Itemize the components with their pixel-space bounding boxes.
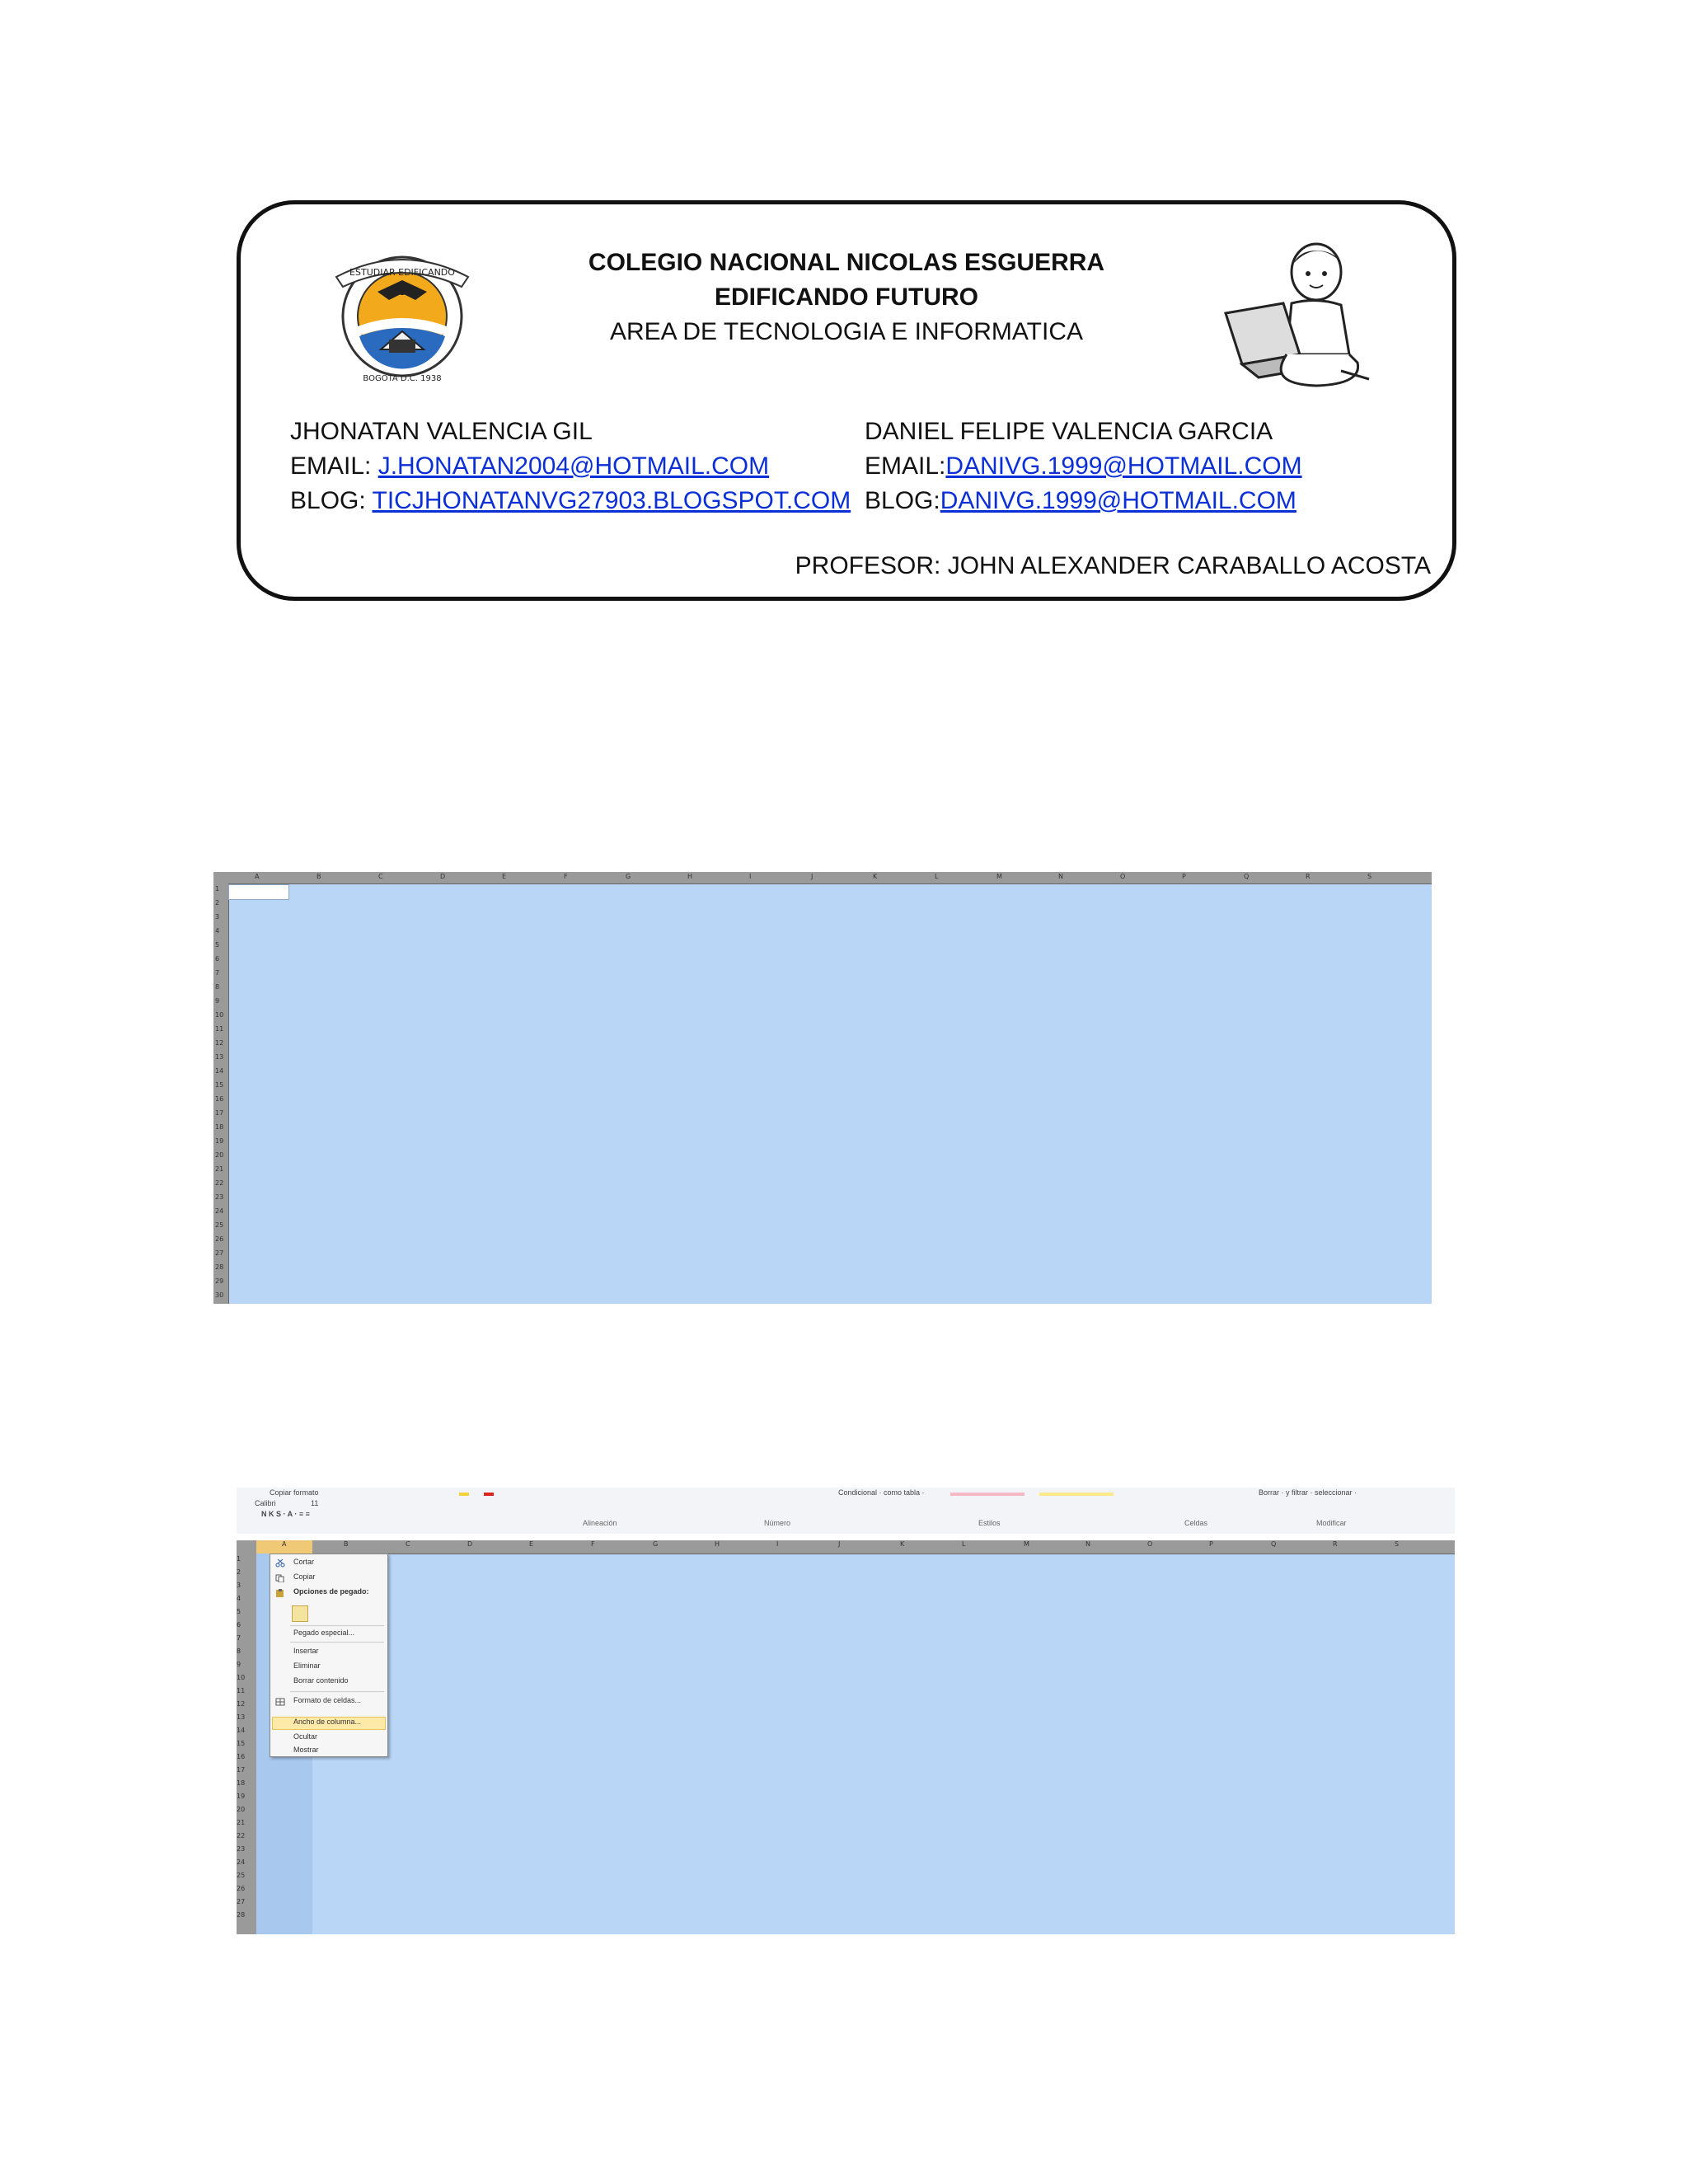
row-header-21[interactable]: 21	[215, 1165, 224, 1173]
svg-text:BOGOTA D.C. 1938: BOGOTA D.C. 1938	[363, 374, 442, 383]
column-header-C[interactable]: C	[378, 873, 383, 880]
column-header-M[interactable]: M	[1024, 1540, 1029, 1548]
menu-item-paste-special[interactable]: Pegado especial...	[293, 1629, 355, 1637]
group-modify: Modificar	[1316, 1519, 1347, 1527]
row-header-13[interactable]: 13	[237, 1713, 246, 1721]
row-header-8[interactable]: 8	[237, 1647, 241, 1655]
column-header-H[interactable]: H	[715, 1540, 720, 1548]
column-header-M[interactable]: M	[996, 873, 1002, 880]
column-header-N[interactable]: N	[1058, 873, 1063, 880]
column-header-H[interactable]: H	[687, 873, 693, 880]
column-header-B[interactable]: B	[316, 873, 321, 880]
column-header-bar[interactable]	[213, 872, 1432, 884]
row-header-bar[interactable]	[237, 1554, 257, 1934]
context-menu	[270, 1554, 388, 1757]
row-header-23[interactable]: 23	[237, 1845, 246, 1853]
column-header-I[interactable]: I	[776, 1540, 779, 1548]
column-header-I[interactable]: I	[749, 873, 752, 880]
row-header-7[interactable]: 7	[237, 1634, 241, 1642]
column-header-G[interactable]: G	[653, 1540, 659, 1548]
column-header-D[interactable]: D	[467, 1540, 473, 1548]
column-header-P[interactable]: P	[1209, 1540, 1213, 1548]
style-swatch-bad[interactable]	[950, 1493, 1025, 1496]
row-header-30[interactable]: 30	[215, 1291, 224, 1299]
row-header-21[interactable]: 21	[237, 1819, 246, 1826]
row-header-18[interactable]: 18	[215, 1123, 224, 1131]
row-header-2[interactable]: 2	[215, 899, 220, 907]
column-header-Q[interactable]: Q	[1271, 1540, 1277, 1548]
column-header-C[interactable]: C	[406, 1540, 410, 1548]
font-size-select[interactable]: 11	[311, 1499, 319, 1507]
row-header-28[interactable]: 28	[237, 1911, 246, 1919]
column-header-N[interactable]: N	[1085, 1540, 1090, 1548]
row-header-24[interactable]: 24	[215, 1207, 224, 1215]
column-header-R[interactable]: R	[1306, 873, 1311, 880]
row-header-20[interactable]: 20	[215, 1151, 224, 1159]
row-header-1[interactable]: 1	[215, 885, 220, 893]
column-header-L[interactable]: L	[962, 1540, 966, 1548]
row-header-14[interactable]: 14	[215, 1067, 224, 1075]
column-header-J[interactable]: J	[838, 1540, 841, 1548]
row-header-3[interactable]: 3	[215, 913, 220, 921]
student-1-info	[290, 415, 851, 518]
group-alignment: Alineación	[583, 1519, 617, 1527]
menu-item-column-width[interactable]: Ancho de columna...	[293, 1718, 362, 1726]
scissors-icon	[275, 1559, 285, 1568]
row-header-27[interactable]: 27	[215, 1249, 224, 1257]
column-header-Q[interactable]: Q	[1244, 873, 1250, 880]
menu-separator	[290, 1691, 384, 1692]
menu-item-copy[interactable]: Copiar	[293, 1572, 316, 1581]
menu-item-clear-contents[interactable]: Borrar contenido	[293, 1676, 349, 1685]
row-header-2[interactable]: 2	[237, 1568, 241, 1576]
header-card	[237, 200, 1456, 601]
row-header-16[interactable]: 16	[215, 1095, 224, 1103]
column-header-A[interactable]: A	[255, 873, 260, 880]
row-header-16[interactable]: 16	[237, 1753, 246, 1760]
menu-item-hide[interactable]: Ocultar	[293, 1732, 318, 1741]
menu-item-cut[interactable]: Cortar	[293, 1558, 315, 1566]
row-header-4[interactable]: 4	[215, 927, 220, 935]
row-header-15[interactable]: 15	[215, 1081, 224, 1089]
row-header-22[interactable]: 22	[237, 1832, 246, 1840]
student-1-blog-row: BLOG: TICJHONATANVG27903.BLOGSPOT.COM	[290, 487, 851, 514]
row-header-4[interactable]: 4	[237, 1595, 241, 1602]
row-header-24[interactable]: 24	[237, 1858, 246, 1866]
menu-item-insert[interactable]: Insertar	[293, 1647, 319, 1655]
row-header-6[interactable]: 6	[237, 1621, 241, 1629]
svg-text:ESTUDIAR EDIFICANDO: ESTUDIAR EDIFICANDO	[349, 267, 455, 278]
group-cells: Celdas	[1184, 1519, 1208, 1527]
column-header-bar[interactable]	[237, 1540, 1455, 1554]
menu-separator	[290, 1642, 384, 1643]
row-header-11[interactable]: 11	[237, 1687, 246, 1694]
row-header-17[interactable]: 17	[237, 1766, 246, 1774]
menu-item-unhide[interactable]: Mostrar	[293, 1746, 319, 1754]
child-laptop-illustration	[1217, 239, 1374, 392]
row-header-28[interactable]: 28	[215, 1263, 224, 1271]
row-header-27[interactable]: 27	[237, 1898, 246, 1905]
student-1-name: JHONATAN VALENCIA GIL	[290, 418, 593, 445]
student-2-info	[865, 415, 1302, 518]
column-header-O[interactable]: O	[1147, 1540, 1153, 1548]
column-header-F[interactable]: F	[591, 1540, 595, 1548]
row-header-5[interactable]: 5	[215, 941, 220, 949]
row-header-11[interactable]: 11	[215, 1025, 224, 1033]
paste-icon	[275, 1589, 285, 1597]
row-header-15[interactable]: 15	[237, 1740, 246, 1747]
column-header-L[interactable]: L	[935, 873, 939, 880]
row-header-17[interactable]: 17	[215, 1109, 224, 1117]
row-header-3[interactable]: 3	[237, 1582, 241, 1589]
row-header-25[interactable]: 25	[237, 1872, 246, 1879]
row-header-10[interactable]: 10	[215, 1011, 224, 1019]
row-header-bar[interactable]	[213, 883, 229, 1304]
student-2-email-row: EMAIL:DANIVG.1999@HOTMAIL.COM	[865, 452, 1302, 480]
student-2-name: DANIEL FELIPE VALENCIA GARCIA	[865, 418, 1273, 445]
row-header-26[interactable]: 26	[215, 1235, 224, 1243]
student-1-email-link[interactable]: J.HONATAN2004@HOTMAIL.COM	[377, 452, 770, 480]
row-header-18[interactable]: 18	[237, 1779, 246, 1787]
excel-ribbon	[237, 1488, 1455, 1535]
font-color-swatch[interactable]	[484, 1493, 494, 1496]
student-2-blog-row: BLOG:DANIVG.1999@HOTMAIL.COM	[865, 487, 1296, 514]
style-swatch-neutral[interactable]	[1039, 1493, 1114, 1496]
row-header-22[interactable]: 22	[215, 1179, 224, 1187]
menu-item-format-cells[interactable]: Formato de celdas...	[293, 1696, 362, 1704]
professor-line: PROFESOR: JOHN ALEXANDER CARABALLO ACOSTA	[795, 552, 1431, 579]
student-1-email-row: EMAIL: J.HONATAN2004@HOTMAIL.COM	[290, 452, 770, 480]
row-header-10[interactable]: 10	[237, 1674, 246, 1681]
row-header-9[interactable]: 9	[215, 997, 220, 1005]
font-name-select[interactable]: Calibri	[255, 1499, 276, 1507]
student-1-blog-link[interactable]: TICJHONATANVG27903.BLOGSPOT.COM	[372, 487, 851, 514]
column-header-R[interactable]: R	[1333, 1540, 1338, 1548]
column-header-K[interactable]: K	[900, 1540, 905, 1548]
student-2-email-link[interactable]: DANIVG.1999@HOTMAIL.COM	[945, 452, 1302, 480]
row-header-14[interactable]: 14	[237, 1727, 246, 1734]
row-header-25[interactable]: 25	[215, 1221, 224, 1229]
column-header-E[interactable]: E	[502, 873, 507, 880]
row-header-6[interactable]: 6	[215, 955, 220, 963]
column-header-E[interactable]: E	[529, 1540, 534, 1548]
column-header-F[interactable]: F	[564, 873, 568, 880]
copy-icon	[275, 1574, 285, 1582]
row-header-19[interactable]: 19	[215, 1137, 224, 1145]
row-header-5[interactable]: 5	[237, 1608, 241, 1615]
menu-item-delete[interactable]: Eliminar	[293, 1661, 321, 1670]
column-header-K[interactable]: K	[873, 873, 878, 880]
column-header-G[interactable]: G	[626, 873, 631, 880]
paste-option-button[interactable]	[292, 1605, 308, 1622]
row-header-12[interactable]: 12	[215, 1039, 224, 1047]
row-header-19[interactable]: 19	[237, 1793, 246, 1800]
highlight-color-swatch[interactable]	[459, 1493, 469, 1496]
row-header-9[interactable]: 9	[237, 1661, 241, 1668]
conditional-format-button[interactable]: Condicional · como tabla ·	[838, 1488, 925, 1497]
row-header-13[interactable]: 13	[215, 1053, 224, 1061]
row-header-23[interactable]: 23	[215, 1193, 224, 1201]
school-name: COLEGIO NACIONAL NICOLAS ESGUERRA	[588, 249, 1105, 276]
format-buttons-row[interactable]: N K S · A · ≡ ≡	[261, 1510, 310, 1518]
column-header-O[interactable]: O	[1120, 873, 1126, 880]
row-header-29[interactable]: 29	[215, 1277, 224, 1285]
column-header-B[interactable]: B	[344, 1540, 349, 1548]
row-header-7[interactable]: 7	[215, 969, 220, 977]
column-header-P[interactable]: P	[1182, 873, 1186, 880]
student-2-blog-link[interactable]: DANIVG.1999@HOTMAIL.COM	[940, 487, 1296, 514]
excel-screenshot-column-width	[237, 1488, 1455, 1934]
copy-format-button[interactable]: Copiar formato	[270, 1488, 319, 1497]
menu-item-paste-options: Opciones de pegado:	[293, 1587, 369, 1596]
edit-tools[interactable]: Borrar · y filtrar · seleccionar ·	[1259, 1488, 1357, 1497]
excel-screenshot-select-all	[213, 872, 1432, 1304]
column-header-J[interactable]: J	[811, 873, 814, 880]
row-header-26[interactable]: 26	[237, 1885, 246, 1892]
menu-separator	[290, 1625, 384, 1626]
format-cells-icon	[275, 1698, 285, 1706]
school-motto: EDIFICANDO FUTURO	[715, 284, 978, 311]
row-header-8[interactable]: 8	[215, 983, 220, 991]
row-header-20[interactable]: 20	[237, 1806, 246, 1813]
school-area: AREA DE TECNOLOGIA E INFORMATICA	[610, 318, 1083, 345]
row-header-1[interactable]: 1	[237, 1555, 241, 1563]
column-header-S[interactable]: S	[1367, 873, 1372, 880]
group-styles: Estilos	[978, 1519, 1001, 1527]
column-header-S[interactable]: S	[1395, 1540, 1400, 1548]
row-header-12[interactable]: 12	[237, 1700, 246, 1708]
column-header-D[interactable]: D	[440, 873, 446, 880]
group-number: Número	[764, 1519, 791, 1527]
column-header-A[interactable]: A	[282, 1540, 287, 1548]
active-cell[interactable]	[228, 884, 289, 900]
